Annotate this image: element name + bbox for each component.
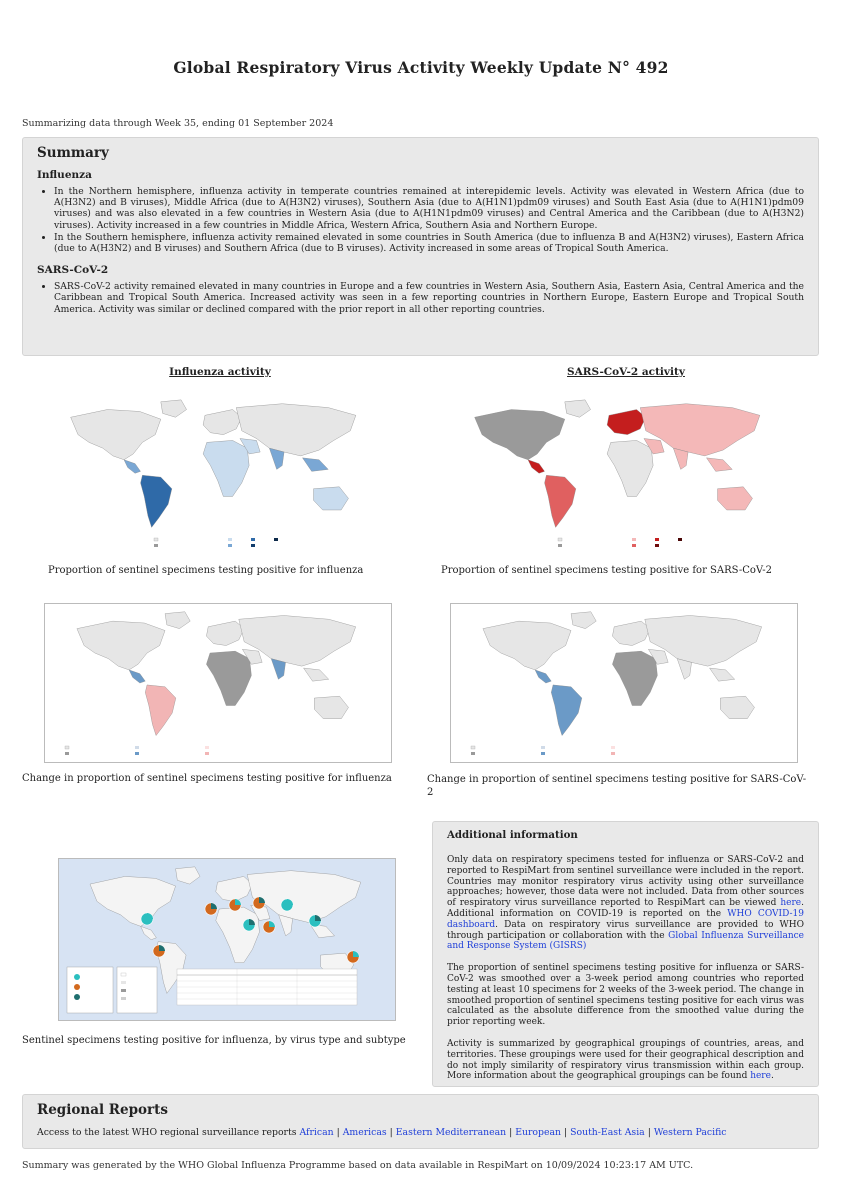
sars-heading: SARS-CoV-2	[37, 264, 109, 277]
influenza-item-north: • In the Northern hemisphere, influenza activity in temperate countries remained at interepidemic levels. Activity was elevated in Western Africa (due to A(H3N2) and B viruses), Middle Africa (due to A(H3N2) viruses), Southern Asia (due to A(H1N1)pdm09 viruses) and South East Asia (due to A(H1N1)pdm09 viruses) and was also elevated in a few countries in Western Asia (due to A(H1N1pdm09 viruses) and Central America and the Caribbean (due to A(H3N2) viruses). Activity increased in a few countries in Middle Africa, Western Africa, Southern Asia and Northern Europe.	[54, 186, 804, 231]
region-sa	[551, 685, 582, 736]
sars-change-map	[450, 603, 798, 763]
summary-heading: Summary	[37, 145, 109, 161]
sars-positivity-map	[442, 392, 798, 556]
region-ca	[528, 460, 545, 474]
regional-link-south-east-asia[interactable]: South-East Asia	[570, 1127, 645, 1138]
region-ca	[124, 460, 141, 474]
regional-link-eastern-mediterranean[interactable]: Eastern Mediterranean	[395, 1127, 507, 1138]
respimart-here-link[interactable]: here	[780, 898, 802, 909]
influenza-subtype-map	[58, 858, 396, 1021]
sars-activity-title: SARS-CoV-2 activity	[567, 366, 685, 378]
page-title: Global Respiratory Virus Activity Weekly Update N° 492	[173, 58, 669, 77]
separator: |	[647, 1127, 651, 1138]
region-sea	[304, 668, 329, 681]
sars-list	[54, 281, 804, 315]
region-sea	[710, 668, 735, 681]
region-ind	[279, 915, 293, 936]
influenza-positivity-map	[38, 392, 394, 556]
separator: |	[509, 1127, 513, 1138]
caption-sars-positive: Proportion of sentinel specimens testing positive for SARS-CoV-2	[441, 565, 772, 576]
sars-item: • SARS-CoV-2 activity remained elevated in many countries in Europe and a few countries in Western Asia, Southern Asia, Eastern Asia, Central America and the Caribbean and Tropical South America. Increased activity was seen in a few reporting countries in Northern Europe, Eastern Europe and Tropical South America. Activity was similar or declined compared with the prior report in all other reporting countries.	[54, 281, 804, 315]
sars-positivity-map-svg	[442, 392, 798, 556]
region-ind	[269, 448, 284, 469]
map-legend	[471, 746, 615, 755]
region-eu	[203, 410, 242, 435]
region-aus	[314, 487, 349, 510]
influenza-change-map-svg	[45, 604, 392, 763]
subtype-legend	[67, 967, 157, 1013]
covid-dashboard-link[interactable]: WHO COVID-19 dashboard	[447, 908, 804, 930]
separator: |	[564, 1127, 568, 1138]
region-ca	[129, 670, 145, 683]
region-af	[612, 651, 657, 705]
p1-text-a: Only data on respiratory specimens tested for influenza or SARS-CoV-2 and reported to RespiMart from sentinel surveillance were included in the report. Countries may monitor respiratory virus activity using other surveillance approaches; however, those data were not included. Data from other sources of respiratory virus surveillance reported to RespiMart can be viewed	[447, 855, 804, 909]
additional-paragraph-2: The proportion of sentinel specimens testing positive for influenza or SARS-CoV-2 was smoothed over a 3-week period among countries who reported testing at least 10 specimens for 2 weeks of the 3-week period. The change in smoothed proportion of sentinel specimens testing positive for each virus was calculated as the absolute difference from the smoothed value during the prior reporting week.	[447, 963, 804, 1028]
region-grn	[165, 612, 190, 629]
regional-link-european[interactable]: European	[515, 1127, 562, 1138]
region-ind	[677, 659, 691, 680]
p1-text-b: . Additional information on COVID-19 is reported on the	[447, 898, 804, 919]
additional-paragraph-1	[447, 855, 804, 952]
region-na	[90, 876, 176, 926]
regional-reports-panel	[22, 1094, 819, 1149]
summary-panel	[22, 137, 819, 356]
report-period: Summarizing data through Week 35, ending 01 September 2024	[22, 118, 334, 129]
region-ind	[673, 448, 688, 469]
region-sea	[706, 458, 732, 472]
map-legend	[65, 746, 209, 755]
groupings-here-link[interactable]: here	[750, 1071, 771, 1082]
region-sa	[141, 475, 172, 527]
region-na	[77, 621, 165, 670]
region-grn	[571, 612, 596, 629]
region-sa	[145, 685, 176, 736]
region-aus	[720, 696, 754, 719]
separator: |	[336, 1127, 340, 1138]
region-eu	[612, 621, 650, 645]
additional-heading: Additional information	[447, 829, 578, 841]
region-sea	[302, 458, 328, 472]
p3-text-b: .	[770, 1071, 774, 1082]
region-grn	[176, 867, 200, 884]
region-sa	[545, 475, 576, 527]
influenza-subtype-map-svg	[59, 859, 396, 1021]
pie-wedge	[353, 951, 359, 957]
regional-intro: Access to the latest WHO regional surveillance reports	[37, 1127, 297, 1138]
influenza-activity-title: Influenza activity	[169, 366, 271, 378]
region-aus	[718, 487, 753, 510]
region-ca	[535, 670, 551, 683]
region-af	[216, 907, 260, 963]
map-legend	[154, 538, 278, 547]
region-na	[71, 410, 161, 460]
region-na	[475, 410, 565, 460]
region-af	[607, 440, 653, 496]
region-eu	[206, 621, 244, 645]
map-legend	[558, 538, 682, 547]
region-af	[206, 651, 251, 705]
influenza-positivity-map-svg	[38, 392, 394, 556]
regional-link-western-pacific[interactable]: Western Pacific	[653, 1127, 727, 1138]
region-na	[483, 621, 571, 670]
caption-subtype: Sentinel specimens testing positive for influenza, by virus type and subtype	[22, 1035, 406, 1046]
additional-paragraph-3	[447, 1039, 804, 1082]
influenza-item-south: • In the Southern hemisphere, influenza activity remained elevated in some countries in South America (due to influenza B and A(H3N2) viruses), Eastern Africa (due to A(H3N2) and B viruses) and Southern Africa (due to B viruses). Activity increased in some areas of Tropical South America.	[54, 232, 804, 254]
caption-flu-positive: Proportion of sentinel specimens testing positive for influenza	[48, 565, 364, 576]
influenza-list	[54, 186, 804, 254]
footer-note: Summary was generated by the WHO Global Influenza Programme based on data available in RespiMart on 10/09/2024 10:23:17 AM UTC.	[22, 1160, 694, 1171]
region-grn	[565, 400, 591, 417]
gisrs-link[interactable]: Global Influenza Surveillance and Response System (GISRS)	[447, 930, 804, 952]
region-grn	[161, 400, 187, 417]
regional-links-line	[37, 1127, 804, 1138]
regional-heading: Regional Reports	[37, 1102, 168, 1118]
p1-text-c: . Data on respiratory virus surveillance are provided to WHO through participation or collaboration with the	[447, 919, 804, 941]
region-eu	[216, 876, 253, 901]
region-ind	[271, 659, 285, 680]
region-ca	[141, 926, 157, 939]
influenza-change-map	[44, 603, 392, 763]
p3-text-a: Activity is summarized by geographical groupings of countries, areas, and territories. These groupings were used for their geographical description and do not imply similarity of respiratory virus transmission within each group. More information about the geographical groupings can be found	[447, 1038, 804, 1082]
pie-wedge	[235, 899, 241, 905]
caption-flu-change: Change in proportion of sentinel specimens testing positive for influenza	[22, 773, 392, 784]
subtype-table	[177, 969, 357, 1005]
region-aus	[314, 696, 348, 719]
region-eu	[607, 410, 646, 435]
pie-wedge	[211, 903, 217, 909]
additional-info-panel	[432, 821, 819, 1087]
caption-sars-change: Change in proportion of sentinel specimens testing positive for SARS-CoV-2	[427, 774, 807, 798]
region-af	[203, 440, 249, 496]
regional-link-african[interactable]: African	[299, 1127, 334, 1138]
influenza-heading: Influenza	[37, 169, 92, 181]
separator: |	[389, 1127, 393, 1138]
regional-link-americas[interactable]: Americas	[342, 1127, 387, 1138]
sars-change-map-svg	[451, 604, 798, 763]
pie-wedge	[269, 921, 275, 927]
